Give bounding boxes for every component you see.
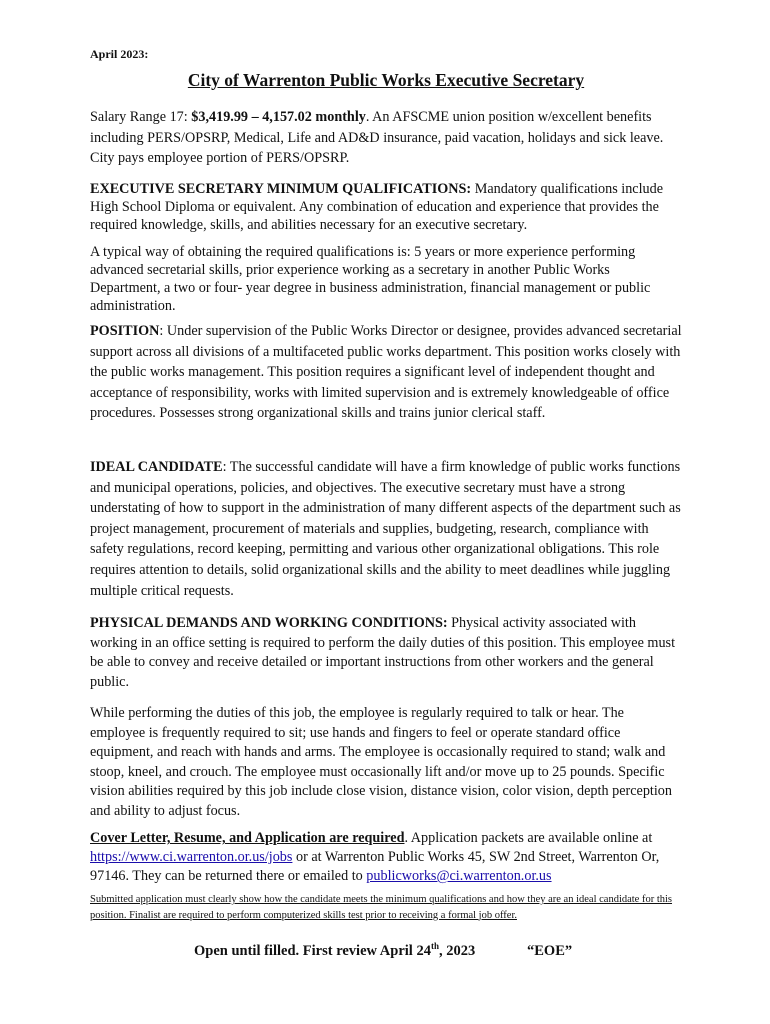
page-title: City of Warrenton Public Works Executive Secretary [187, 70, 585, 90]
position-paragraph [90, 321, 682, 424]
open-text: Open until filled. First review April 24 [194, 943, 431, 959]
eoe-label: “EOE” [527, 943, 573, 959]
ordinal-suffix: th [430, 941, 439, 952]
qualifications-paragraph [90, 180, 682, 234]
ideal-candidate-paragraph [90, 457, 682, 601]
ideal-candidate-heading: IDEAL CANDIDATE [90, 459, 223, 475]
qualifications-text: Mandatory qualifications include High School Diploma or equivalent. Any combination of education and experience that provides the required knowledge, skills, and abilities necessary for an executive secretary. [90, 181, 664, 233]
qualifications-heading: EXECUTIVE SECRETARY MINIMUM QUALIFICATIONS: [90, 181, 472, 197]
duties-paragraph: While performing the duties of this job, the employee is regularly required to talk or hear. The employee is frequently required to sit; use hands and fingers to feel or operate standard office equipment, and reach with hands and arms. The employee is occasionally required to stand; walk and stoop, kneel, and crouch. The employee must occasionally lift and/or move up to 25 pounds. Specific vision abilities required by this job include close vision, distance vision, color vision, depth perception and ability to adjust focus. [90, 705, 672, 819]
jobs-link[interactable]: https://www.ci.warrenton.or.us/jobs [90, 849, 293, 865]
physical-demands-text: Physical activity associated with working in an office setting is required to perform the daily duties of this position. This employee must be able to convey and receive detailed or important instructions from other workers and the general public. [90, 615, 676, 690]
position-text: : Under supervision of the Public Works Director or designee, provides advanced secretarial support across all divisions of a multifaceted public works department. This position works closely with the public works management. This position requires a significant level of independent thought and acceptance of responsibility, works with limited supervision and is extremely knowledgeable of office procedures. Possesses strong organizational skills and trains junior clerical staff. [90, 323, 682, 422]
posting-date: April 2023: [90, 47, 149, 61]
application-paragraph [90, 829, 682, 886]
salary-amount: $3,419.99 – 4,157.02 monthly [191, 109, 366, 125]
review-year: , 2023 [438, 943, 476, 959]
salary-text: . An AFSCME union position w/excellent benefits including PERS/OPSRP, Medical, Life and AD&D insurance, paid vacation, holidays and sick leave. City pays employee portion of PERS/OPSRP. [90, 109, 664, 166]
open-until-filled [194, 943, 475, 960]
ideal-candidate-text: : The successful candidate will have a firm knowledge of public works functions and municipal operations, policies, and objectives. The executive secretary must have a strong understating of how to support in the administration of many different aspects of the department such as project management, procurement of materials and supplies, budgeting, research, compliance with safety regulations, record keeping, permitting and various other organizational obligations. This role requires attention to details, solid organizational skills and the ability to meet deadlines while juggling multiple critical requests. [90, 459, 681, 599]
application-text-1: . Application packets are available online at [404, 830, 653, 846]
physical-demands-paragraph [90, 614, 682, 692]
application-text-2: or at Warrenton Public Works 45, SW 2nd Street, Warrenton Or, 97146. They can be returned there or emailed to [90, 849, 660, 884]
salary-paragraph [90, 107, 682, 169]
application-heading: Cover Letter, Resume, and Application are required [90, 830, 405, 846]
salary-prefix: Salary Range 17: [90, 109, 192, 125]
physical-demands-heading: PHYSICAL DEMANDS AND WORKING CONDITIONS: [90, 615, 448, 631]
position-heading: POSITION [90, 323, 160, 339]
application-note: Submitted application must clearly show how the candidate meets the minimum qualifications and how they are an ideal candidate for this position. Finalist are required to perform computerized skills test prior to receiving a formal job offer. [90, 894, 673, 921]
email-link[interactable]: publicworks@ci.warrenton.or.us [366, 868, 552, 884]
typical-path-paragraph: A typical way of obtaining the required qualifications is: 5 years or more experience performing advanced secretarial skills, prior experience working as a secretary in another Public Works Department, a two or four- year degree in business administration, financial management or public administration. [90, 244, 651, 314]
